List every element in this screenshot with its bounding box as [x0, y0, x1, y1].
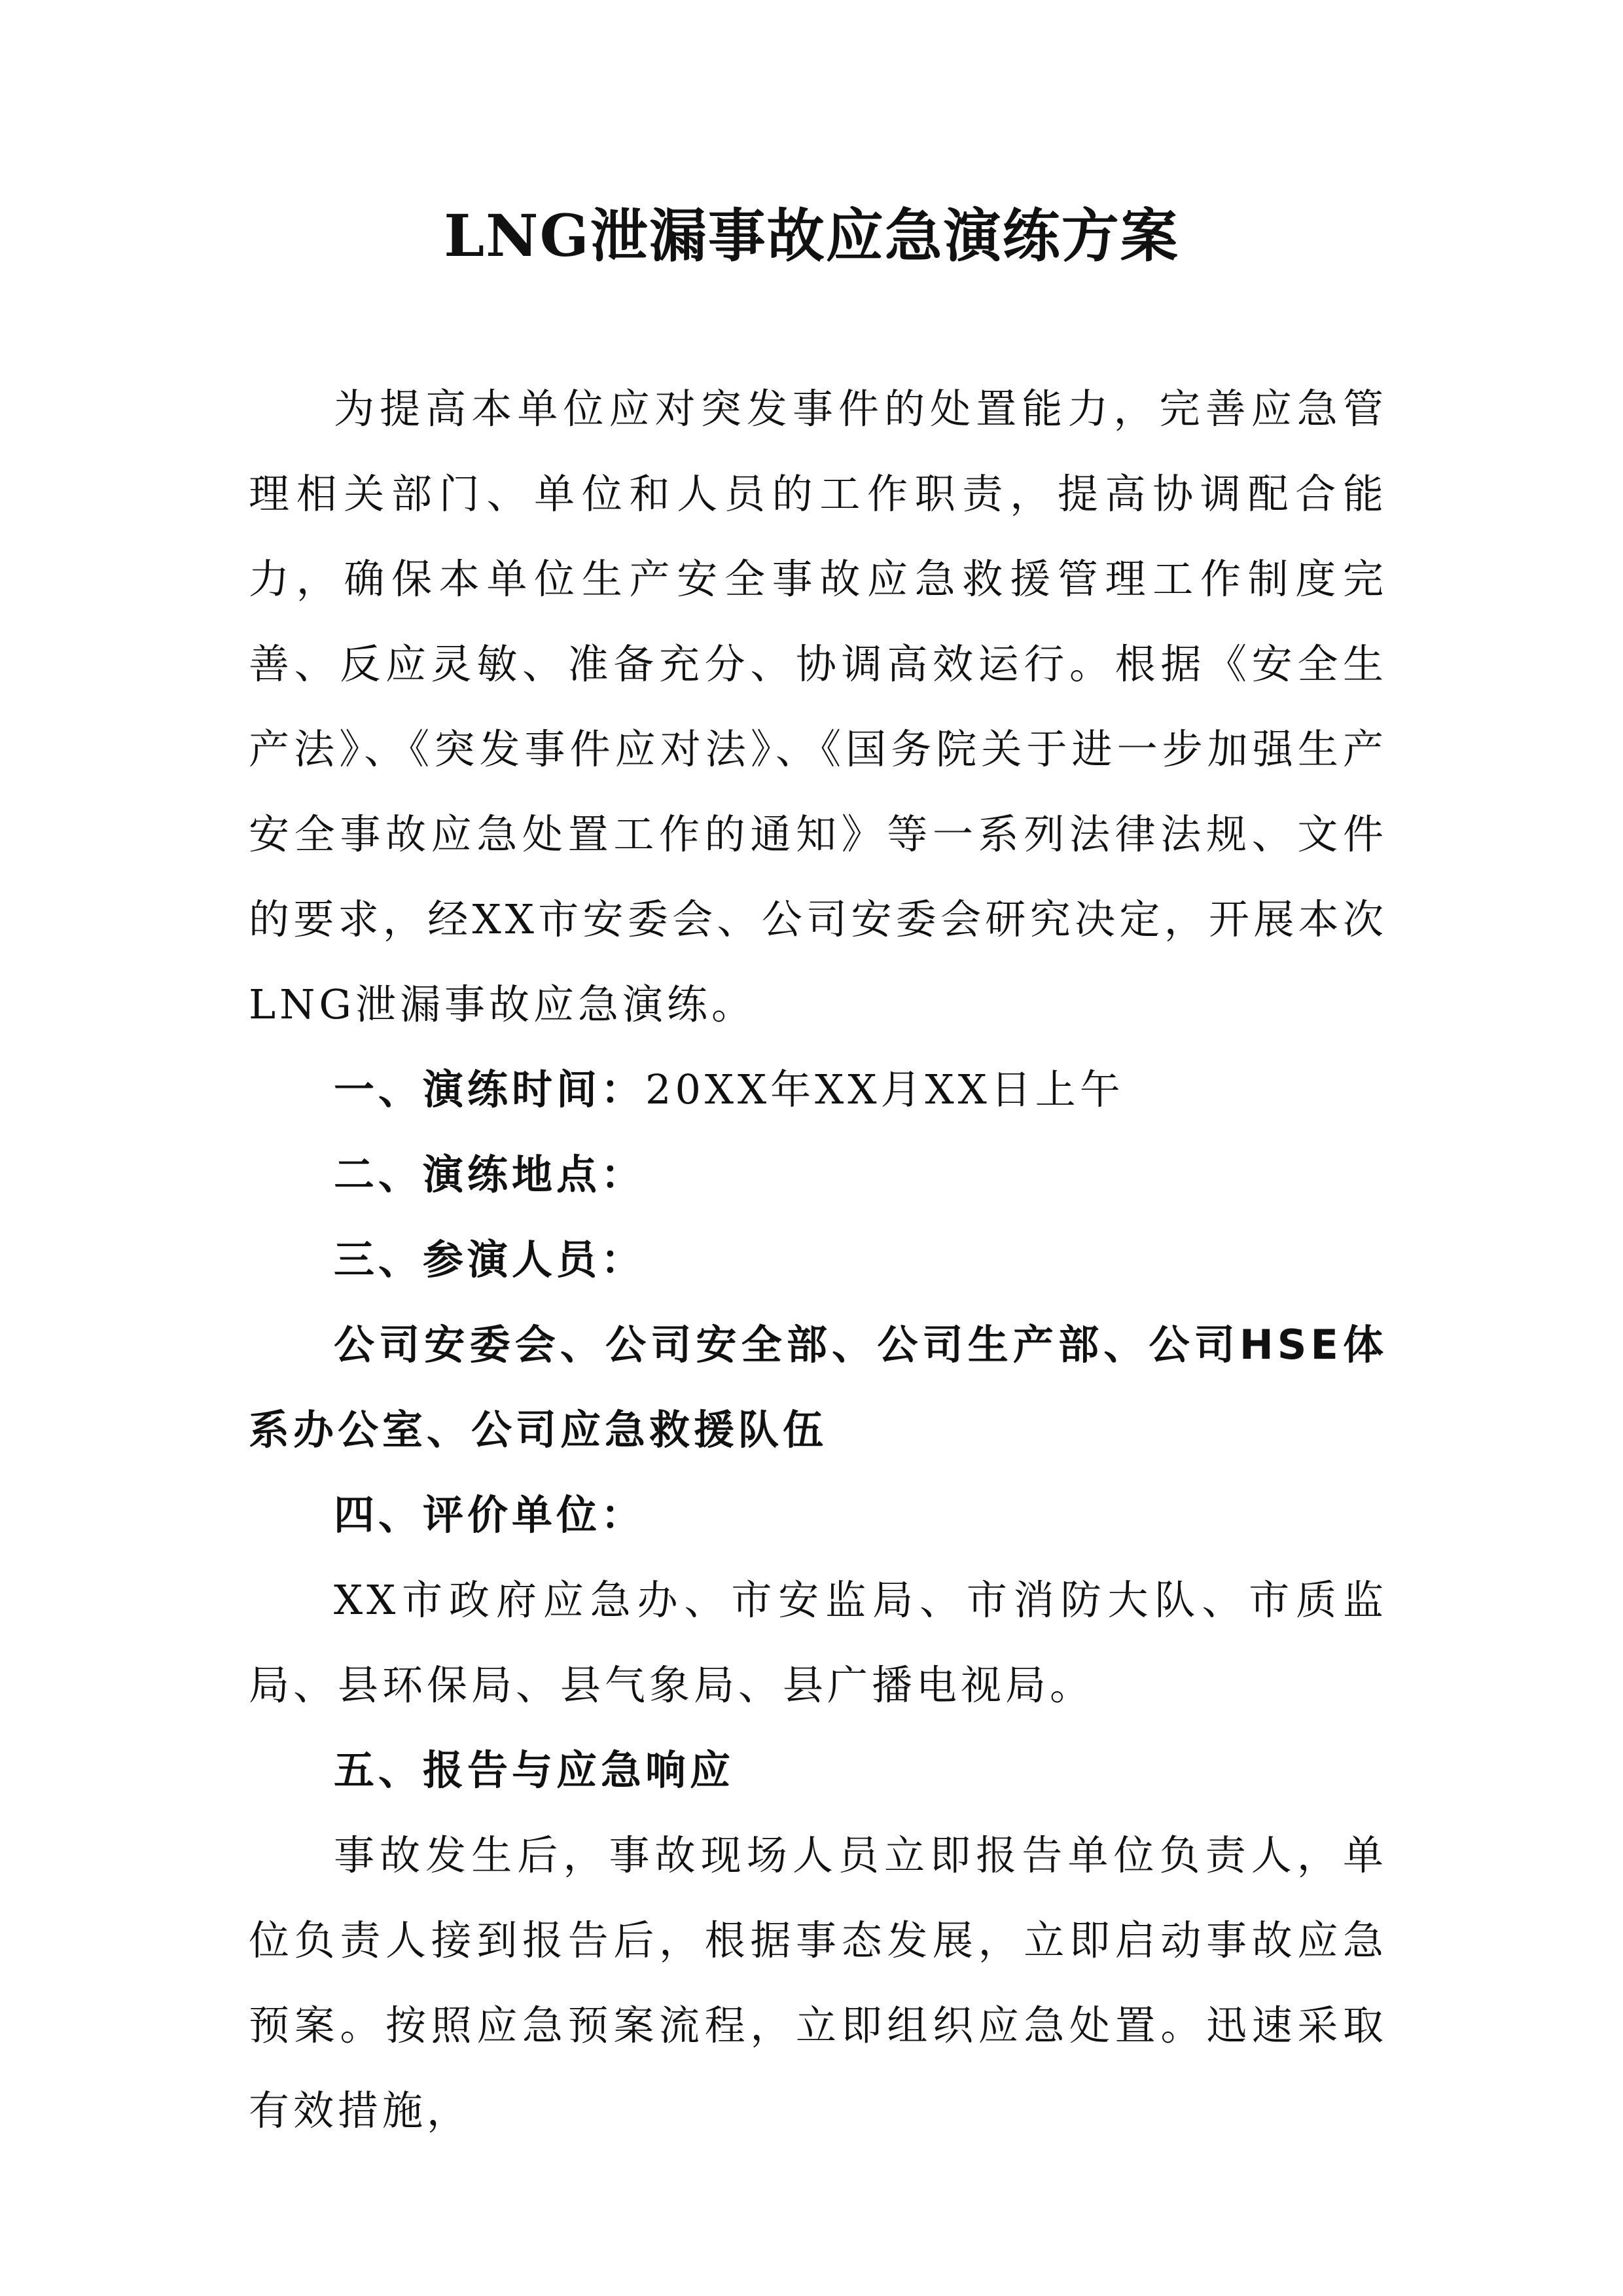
document-title: LNG泄漏事故应急演练方案 [444, 202, 1179, 270]
section-participants-content: 公司安委会、公司安全部、公司生产部、公司HSE体系办公室、公司应急救援队伍 [249, 1321, 1387, 1454]
section-evaluators-label: 四、评价单位： [334, 1491, 646, 1539]
section-evaluators-content: XX市政府应急办、市安监局、市消防大队、市质监局、县环保局、县气象局、县广播电视局。 [249, 1576, 1387, 1709]
document-body [249, 367, 1387, 2153]
intro-paragraph: 为提高本单位应对突发事件的处置能力，完善应急管理相关部门、单位和人员的工作职责，提高协调配合能力，确保本单位生产安全事故应急救援管理工作制度完善、反应灵敏、准备充分、协调高效运行。根据《安全生产法》、《突发事件应对法》、《国务院关于进一步加强生产安全事故应急处置工作的通知》等一系列法律法规、文件的要求，经XX市安委会、公司安委会研究决定，开展本次LNG泄漏事故应急演练。 [249, 385, 1387, 1028]
section-time [249, 1047, 1387, 1132]
section-location-label: 二、演练地点： [334, 1151, 646, 1198]
section-time-label: 一、演练时间： [334, 1066, 646, 1113]
section-time-value: 20XX年XX月XX日上午 [645, 1066, 1124, 1113]
section-response-label: 五、报告与应急响应 [334, 1746, 735, 1794]
section-participants-label: 三、参演人员： [334, 1236, 646, 1283]
section-response-content: 事故发生后，事故现场人员立即报告单位负责人，单位负责人接到报告后，根据事态发展，立即启动事故应急预案。按照应急预案流程，立即组织应急处置。迅速采取有效措施， [249, 1831, 1387, 2134]
